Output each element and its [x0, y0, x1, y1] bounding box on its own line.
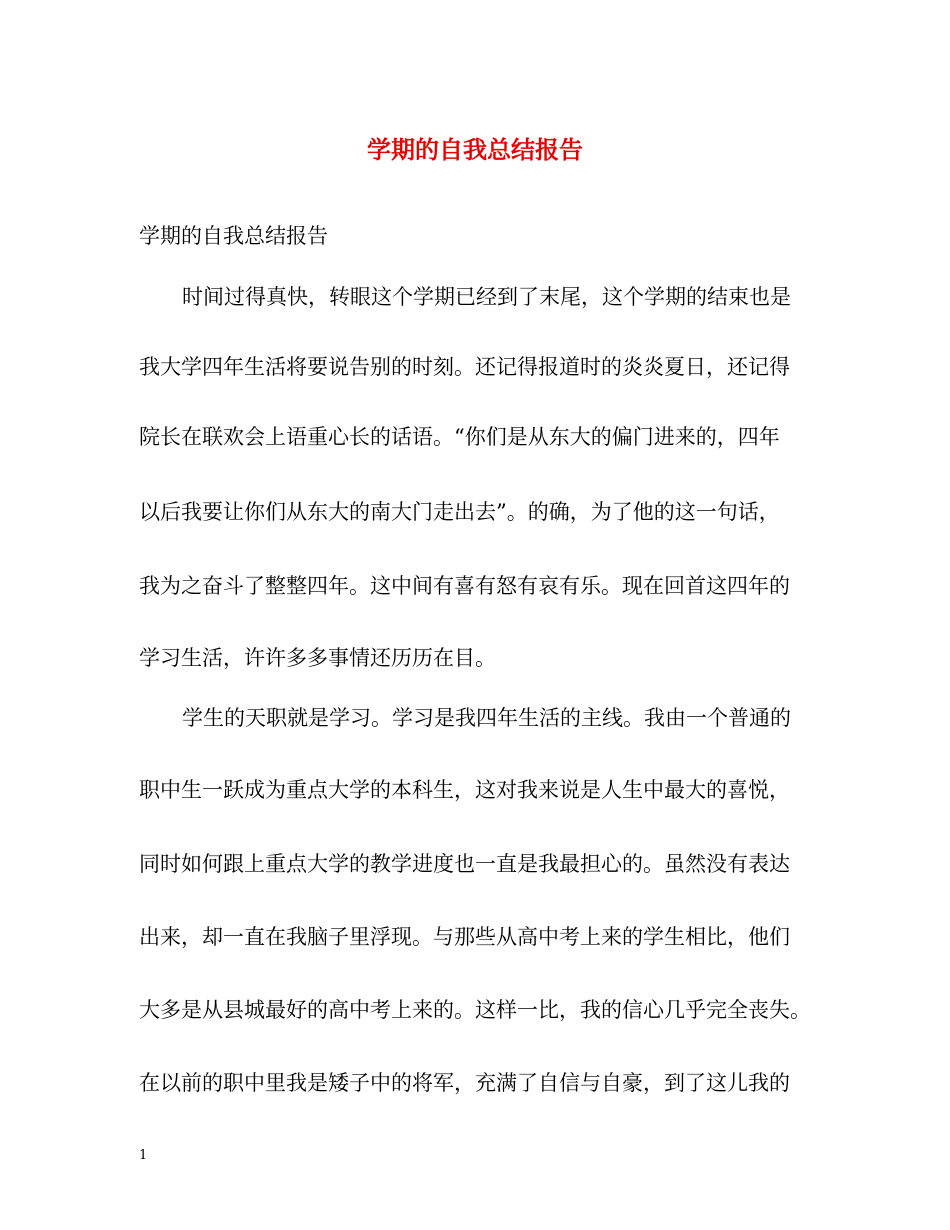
paragraph-line: 在以前的职中里我是矮子中的将军，充满了自信与自豪，到了这儿我的: [139, 1071, 790, 1095]
paragraph-line: 学生的天职就是学习。学习是我四年生活的主线。我由一个普通的: [182, 706, 791, 730]
paragraph-line: 出来，却一直在我脑子里浮现。与那些从高中考上来的学生相比，他们: [139, 925, 790, 949]
paragraph-line: 学习生活，许许多多事情还历历在目。: [139, 646, 496, 670]
paragraph-line: 同时如何跟上重点大学的教学进度也一直是我最担心的。虽然没有表达: [139, 852, 790, 876]
document-title: 学期的自我总结报告: [367, 135, 583, 164]
paragraph-line: 院长在联欢会上语重心长的话语。“你们是从东大的偏门进来的，四年: [139, 425, 780, 449]
paragraph-line: 大多是从县城最好的高中考上来的。这样一比，我的信心几乎完全丧失。: [139, 998, 811, 1022]
document-subtitle: 学期的自我总结报告: [139, 224, 328, 248]
paragraph-line: 我大学四年生活将要说告别的时刻。还记得报道时的炎炎夏日，还记得: [139, 355, 790, 379]
paragraph-line: 以后我要让你们从东大的南大门走出去”。的确，为了他的这一句话，: [139, 500, 780, 524]
paragraph-line: 我为之奋斗了整整四年。这中间有喜有怒有哀有乐。现在回首这四年的: [139, 574, 790, 598]
page-number: 1: [139, 1148, 148, 1163]
paragraph-line: 职中生一跃成为重点大学的本科生，这对我来说是人生中最大的喜悦，: [139, 778, 790, 802]
paragraph-line: 时间过得真快，转眼这个学期已经到了末尾，这个学期的结束也是: [182, 285, 791, 309]
